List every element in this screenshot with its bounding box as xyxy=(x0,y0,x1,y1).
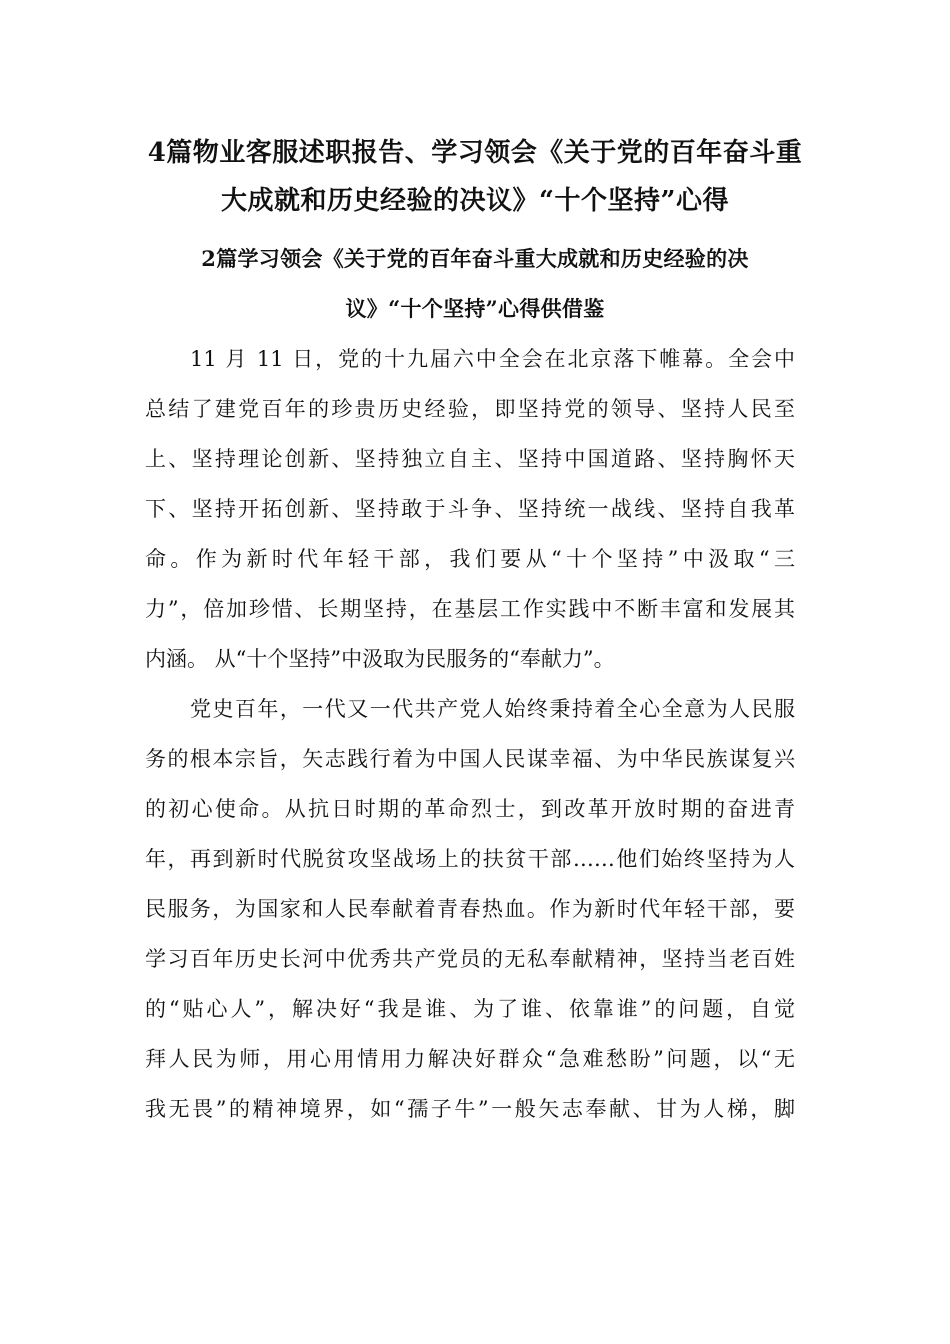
paragraph-2-line-6: 学习百年历史长河中优秀共产党员的无私奉献精神，坚持当老百姓 xyxy=(145,947,795,971)
paragraph-1-line-1: 11 月 11 日，党的十九届六中全会在北京落下帷幕。全会中 xyxy=(190,347,795,371)
paragraph-2-line-4: 年，再到新时代脱贫攻坚战场上的扶贫干部……他们始终坚持为人 xyxy=(145,847,795,871)
paragraph-2-line-7: 的“贴心人”，解决好“我是谁、为了谁、依靠谁”的问题，自觉 xyxy=(145,997,795,1021)
paragraph-1-line-7: 内涵。 从“十个坚持”中汲取为民服务的“奉献力”。 xyxy=(145,647,615,671)
document-subtitle-line-2: 议》“十个坚持”心得供借鉴 xyxy=(345,296,605,321)
paragraph-2-line-3: 的初心使命。从抗日时期的革命烈士，到改革开放时期的奋进青 xyxy=(145,797,795,821)
document-subtitle-line-1: 2篇学习领会《关于党的百年奋斗重大成就和历史经验的决 xyxy=(201,246,749,271)
paragraph-2-line-9: 我无畏”的精神境界，如“孺子牛”一般矢志奉献、甘为人梯，脚 xyxy=(145,1097,795,1121)
paragraph-2-line-5: 民服务，为国家和人民奉献着青春热血。作为新时代年轻干部，要 xyxy=(145,897,795,921)
paragraph-2-line-2: 务的根本宗旨，矢志践行着为中国人民谋幸福、为中华民族谋复兴 xyxy=(145,747,795,771)
paragraph-1-line-4: 下、坚持开拓创新、坚持敢于斗争、坚持统一战线、坚持自我革 xyxy=(145,497,795,521)
paragraph-2-line-1: 党史百年，一代又一代共产党人始终秉持着全心全意为人民服 xyxy=(190,697,795,721)
paragraph-2-line-8: 拜人民为师，用心用情用力解决好群众“急难愁盼”问题，以“无 xyxy=(145,1047,795,1071)
document-title-line-1: 4篇物业客服述职报告、学习领会《关于党的百年奋斗重 xyxy=(147,138,803,168)
document-title-line-2: 大成就和历史经验的决议》“十个坚持”心得 xyxy=(221,186,729,216)
paragraph-1-line-6: 力”，倍加珍惜、长期坚持，在基层工作实践中不断丰富和发展其 xyxy=(145,597,795,621)
paragraph-1-line-5: 命。作为新时代年轻干部，我们要从“十个坚持”中汲取“三 xyxy=(145,547,795,571)
paragraph-1-line-2: 总结了建党百年的珍贵历史经验，即坚持党的领导、坚持人民至 xyxy=(145,397,795,421)
paragraph-1-line-3: 上、坚持理论创新、坚持独立自主、坚持中国道路、坚持胸怀天 xyxy=(145,447,795,471)
